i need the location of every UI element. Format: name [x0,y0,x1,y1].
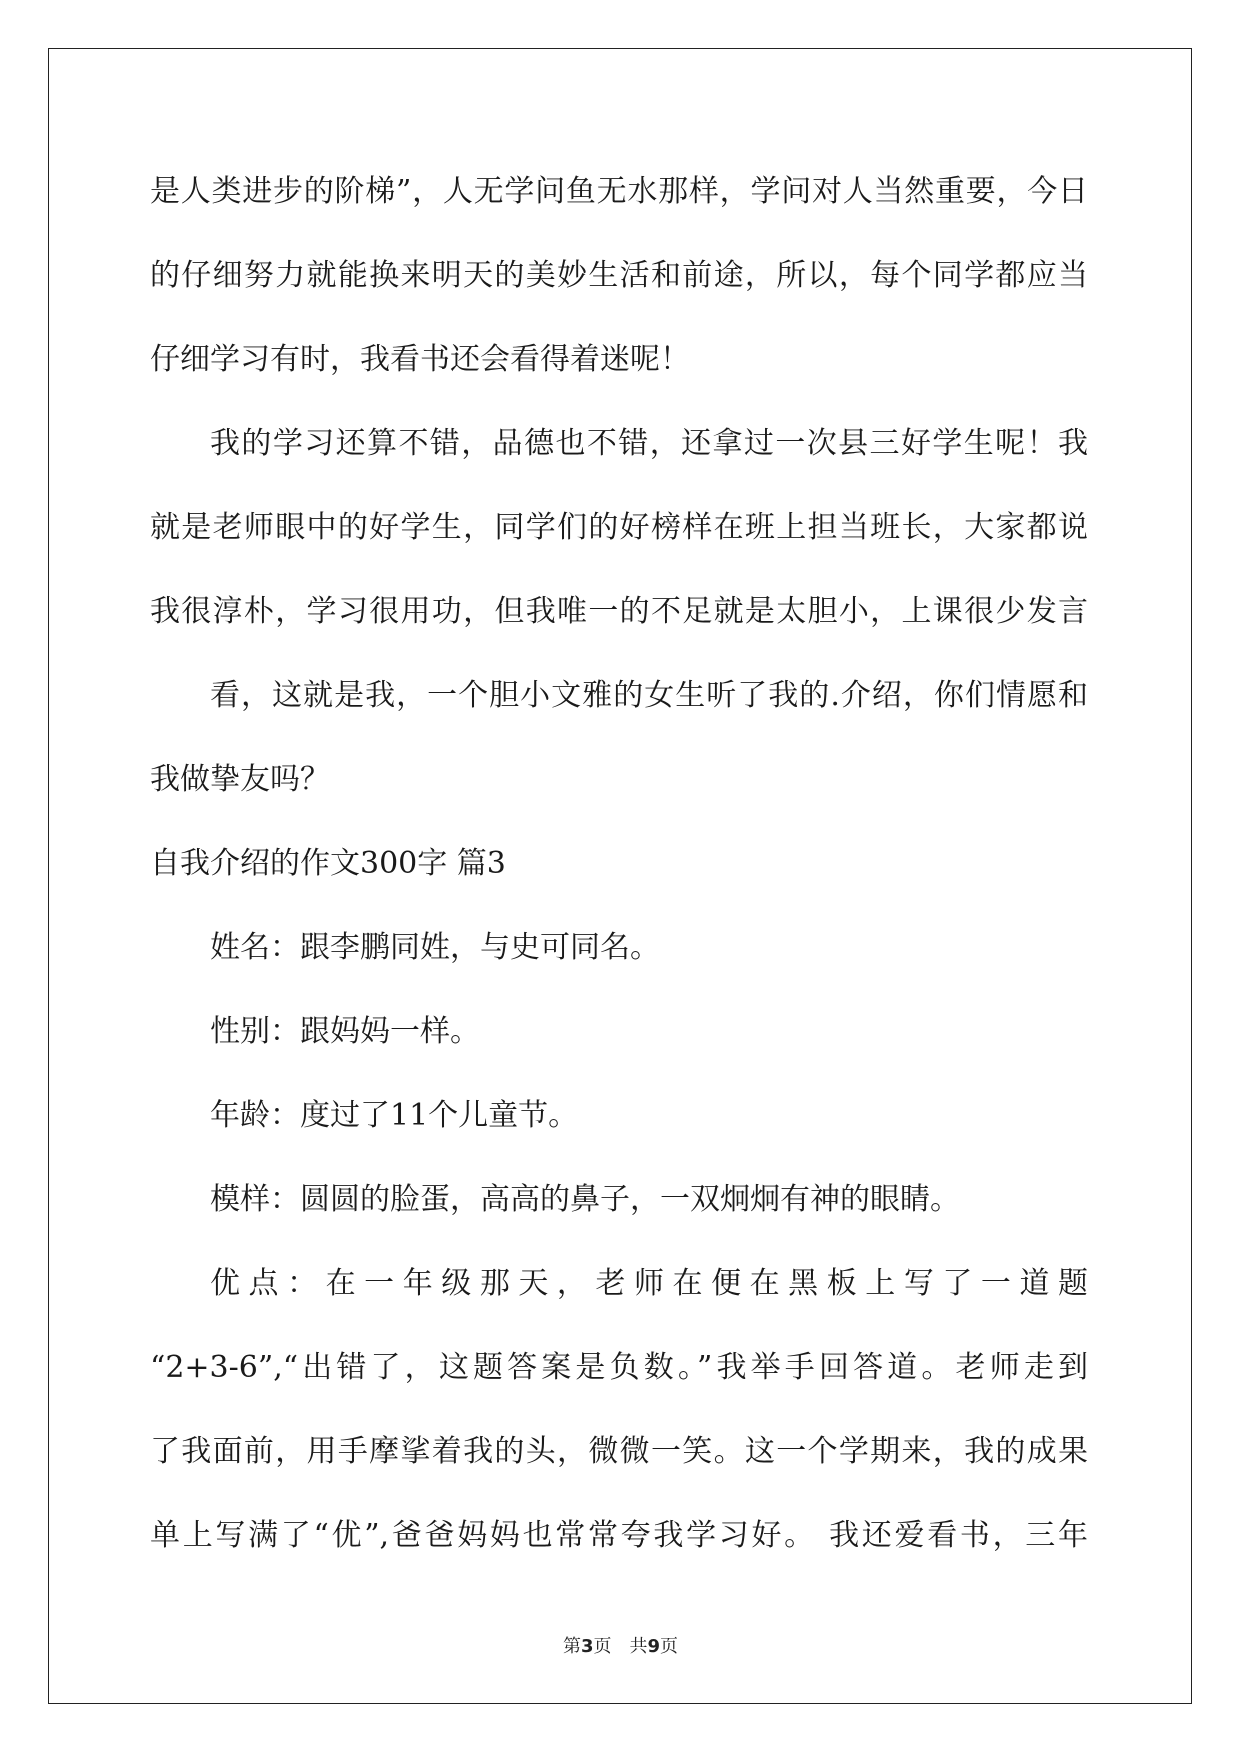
footer-prefix: 第 [562,1636,581,1657]
text-line: 单上写满了“优”,爸爸妈妈也常常夸我学习好。 我还爱看书，三年 [150,1518,1088,1553]
text-line: 就是老师眼中的好学生，同学们的好榜样在班上担当班长，大家都说 [150,510,1088,545]
text-line: 姓名：跟李鹏同姓，与史可同名。 [210,930,660,965]
text-line: 看，这就是我，一个胆小文雅的女生听了我的.介绍，你们情愿和 [210,678,1088,713]
text-line: 我做挚友吗？ [150,762,330,797]
text-line: 了我面前，用手摩挲着我的头，微微一笑。这一个学期来，我的成果 [150,1434,1088,1469]
document-body [150,150,1088,1578]
text-line: 优点：在一年级那天，老师在便在黑板上写了一道题 [210,1266,1088,1301]
page-footer [0,1632,1241,1658]
total-page-number: 9 [647,1636,661,1657]
section-heading: 自我介绍的作文300字 篇3 [150,846,506,881]
text-line: 我的学习还算不错，品德也不错，还拿过一次县三好学生呢！我 [210,426,1088,461]
text-line: “2+3-6”,“出错了，这题答案是负数。”我举手回答道。老师走到 [150,1350,1088,1385]
text-line: 性别：跟妈妈一样。 [210,1014,480,1049]
current-page-number: 3 [580,1636,594,1657]
text-line: 我很淳朴，学习很用功，但我唯一的不足就是太胆小，上课很少发言 [150,594,1088,629]
text-line: 模样：圆圆的脸蛋，高高的鼻子，一双炯炯有神的眼睛。 [210,1182,960,1217]
footer-mid: 页 共 [593,1636,648,1657]
text-line: 仔细学习有时，我看书还会看得着迷呢！ [150,342,690,377]
footer-suffix: 页 [660,1636,679,1657]
text-line: 的仔细努力就能换来明天的美妙生活和前途，所以，每个同学都应当 [150,258,1088,293]
text-line: 是人类进步的阶梯”，人无学问鱼无水那样，学问对人当然重要，今日 [150,174,1088,209]
text-line: 年龄：度过了11个儿童节。 [210,1098,579,1133]
